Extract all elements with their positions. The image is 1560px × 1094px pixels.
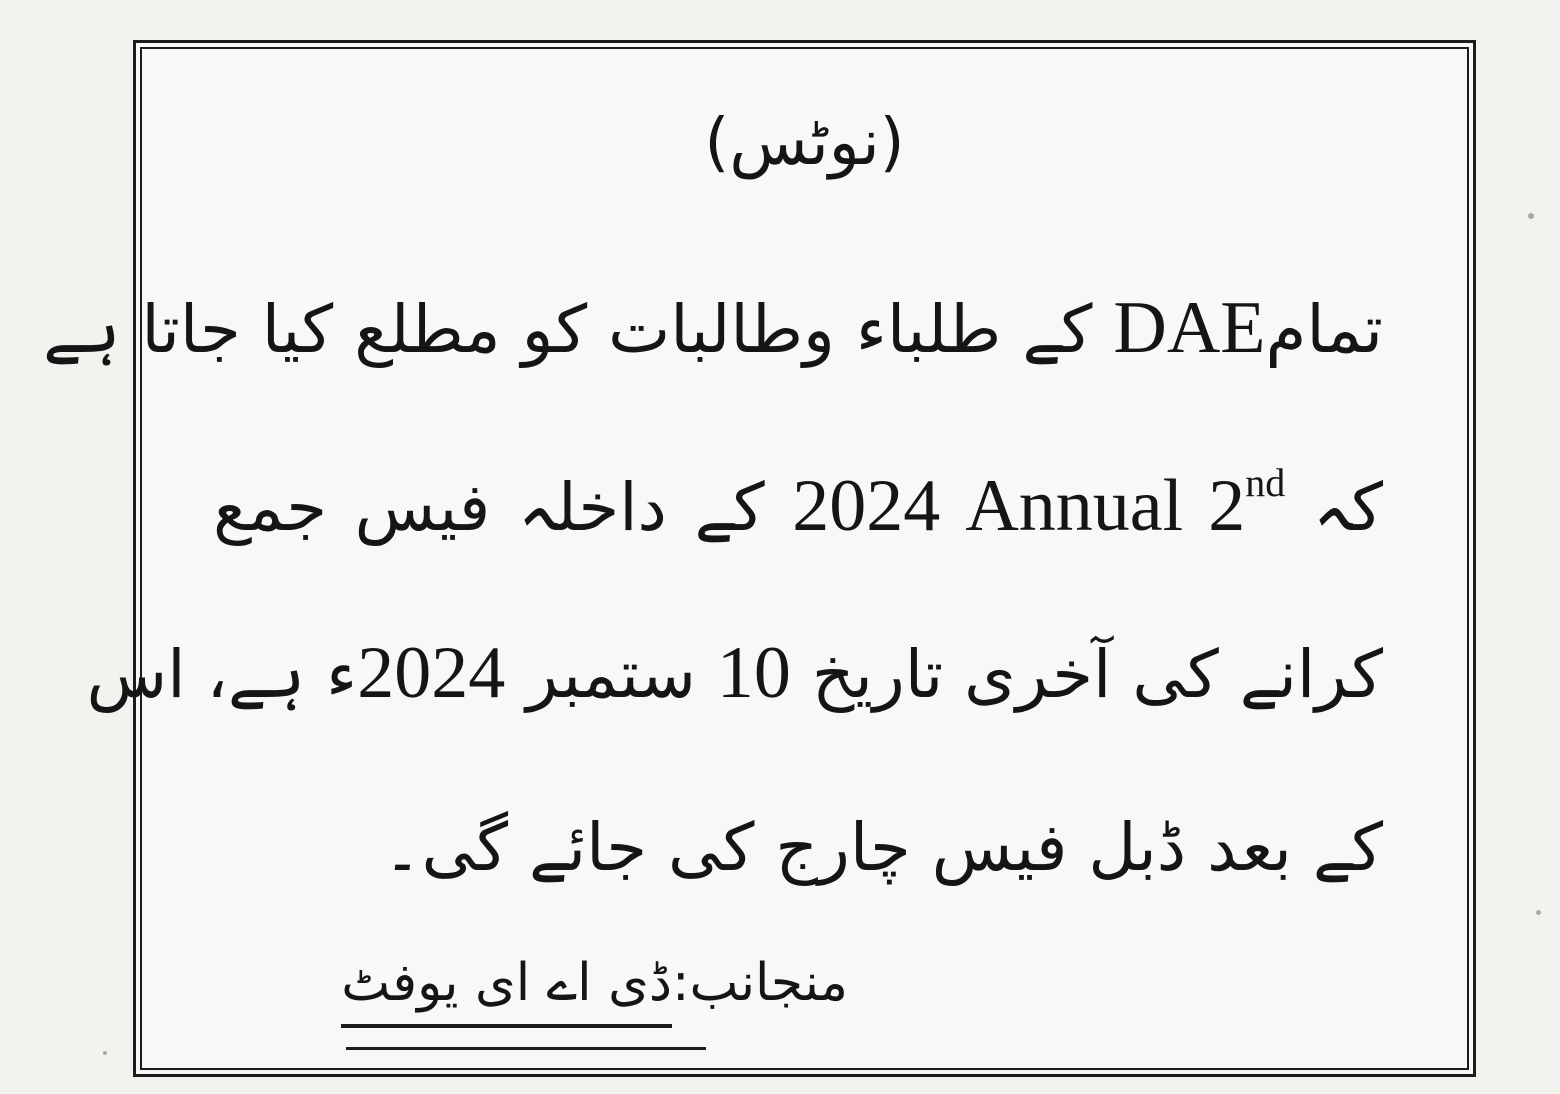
line-2-urdu-end: کے داخلہ فیس جمع [213, 469, 765, 546]
exam-session [792, 460, 1286, 547]
signature-underline [346, 1047, 706, 1050]
signature-label: منجانب: [671, 953, 848, 1013]
line-3-urdu-start: کرانے کی آخری تاریخ [811, 636, 1383, 713]
notice-frame [43, 40, 1476, 1077]
line-1-urdu-start: تمام [1265, 291, 1383, 368]
paper-speck [103, 1051, 107, 1055]
notice-line-2 [213, 413, 1383, 553]
signature-block [341, 948, 848, 1028]
line-3-urdu-end: ء ہے، اس [86, 636, 358, 713]
line-1-urdu-end: کے طلباء وطالبات کو مطلع کیا جاتا ہے [43, 291, 1093, 368]
exam-session-text: 2024 Annual 2 [792, 465, 1246, 547]
notice-line-3 [86, 603, 1383, 743]
paper-speck [1536, 910, 1541, 915]
deadline-day: 10 [716, 632, 791, 714]
line-2-urdu-start: کہ [1312, 469, 1383, 546]
deadline-year: 2024 [357, 632, 506, 714]
signature-name: ڈی اے ای یوفٹ [341, 948, 672, 1028]
deadline-month: ستمبر [526, 636, 696, 713]
ordinal-suffix: nd [1245, 460, 1286, 505]
notice-title: (نوٹس) [704, 106, 905, 180]
paper-speck [1528, 213, 1534, 219]
notice-line-1 [43, 258, 1383, 398]
notice-line-4: کے بعد ڈبل فیس چارج کی جائے گی۔ [382, 809, 1383, 886]
dae-label: DAE [1113, 287, 1266, 369]
